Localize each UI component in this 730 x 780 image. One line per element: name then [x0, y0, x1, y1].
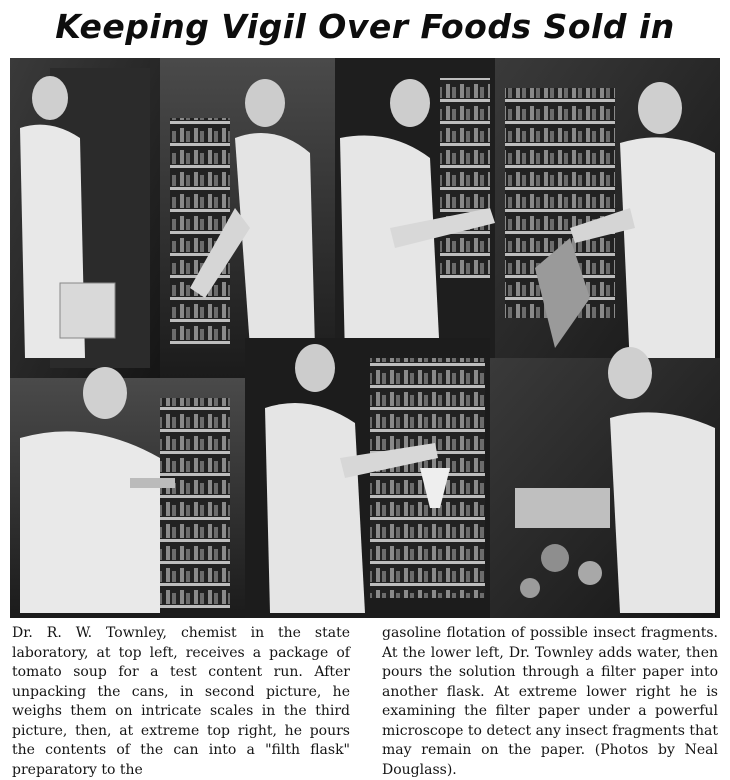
photo-panel-adding-water	[10, 367, 245, 618]
photo-panel-receiving-package	[10, 58, 160, 378]
photo-panel-microscope	[490, 347, 720, 618]
caption-column-right: gasoline flotation of possible insect fragments. At the lower left, Dr. Townley adds water, then pours the solution through a filter paper into another flask. At extreme lower right he is examining the filter paper under a powerful microscope to detect any insect fragments that may remain on the paper. (Photos by Neal Douglass).	[382, 625, 718, 778]
headline: Keeping Vigil Over Foods Sold in	[55, 7, 675, 46]
photo-panel-filter-paper	[245, 338, 490, 618]
photo-panel-weighing-scales	[335, 58, 495, 378]
photo-panel-unpacking-cans	[160, 58, 335, 378]
caption-column-left: Dr. R. W. Townley, chemist in the state laboratory, at top left, receives a package of tomato soup for a test content run. After unpacking the cans, in second picture, he weighs them on intricate scales in the third picture, then, at extreme top right, he pours the contents of the can into a "filth flask" preparatory to the	[12, 625, 350, 778]
laboratory-photo-collage	[10, 58, 720, 618]
photo-panel-pouring-filth-flask	[495, 58, 720, 378]
